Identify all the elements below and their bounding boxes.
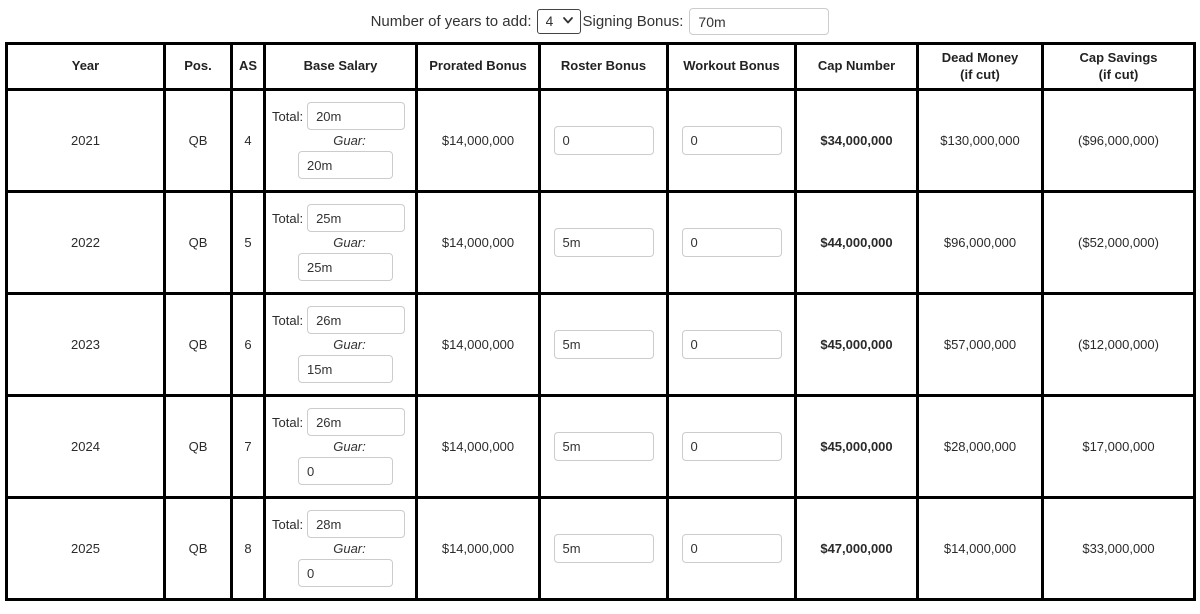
roster-bonus-cell: [540, 192, 668, 294]
workout-bonus-cell: [668, 498, 796, 600]
table-row-2023: [7, 294, 1195, 396]
cap-number-cell: $45,000,000: [796, 294, 918, 396]
base-salary-cell: [265, 396, 417, 498]
prorated-bonus-cell: $14,000,000: [417, 396, 540, 498]
cap-savings-cell: $33,000,000: [1043, 498, 1195, 600]
header-workout-bonus: Workout Bonus: [668, 44, 796, 90]
signing-bonus-label: Signing Bonus:: [582, 13, 684, 30]
base-total-label: Total:: [272, 414, 304, 430]
header-cap-savings-line2: (if cut): [1098, 66, 1139, 82]
cap-savings-cell: ($96,000,000): [1043, 90, 1195, 192]
header-roster-bonus: Roster Bonus: [540, 44, 668, 90]
workout-bonus-input[interactable]: [682, 432, 782, 461]
dead-money-cell: $57,000,000: [918, 294, 1043, 396]
roster-bonus-input[interactable]: [554, 126, 654, 155]
dead-money-cell: $28,000,000: [918, 396, 1043, 498]
table-row-2024: [7, 396, 1195, 498]
pos-cell: QB: [165, 498, 232, 600]
year-cell: 2024: [7, 396, 165, 498]
base-total-label: Total:: [272, 108, 304, 124]
header-as: AS: [232, 44, 265, 90]
base-total-label: Total:: [272, 312, 304, 328]
header-cap-savings-line1: Cap Savings: [1079, 50, 1158, 66]
cap-savings-cell: $17,000,000: [1043, 396, 1195, 498]
base-salary-cell: [265, 294, 417, 396]
header-dead-money-line2: (if cut): [960, 66, 1000, 82]
base-guar-input[interactable]: [298, 559, 393, 587]
dead-money-cell: $14,000,000: [918, 498, 1043, 600]
year-cell: 2022: [7, 192, 165, 294]
pos-cell: QB: [165, 90, 232, 192]
workout-bonus-cell: [668, 294, 796, 396]
years-to-add-select-wrap: [537, 9, 581, 34]
base-guar-input[interactable]: [298, 151, 393, 179]
contract-cap-table: [5, 42, 1196, 601]
header-dead-money-line1: Dead Money: [941, 50, 1019, 66]
as-cell: 4: [232, 90, 265, 192]
base-guar-label: Guar:: [333, 541, 366, 556]
pos-cell: QB: [165, 294, 232, 396]
workout-bonus-input[interactable]: [682, 534, 782, 563]
base-guar-label: Guar:: [333, 439, 366, 454]
prorated-bonus-cell: $14,000,000: [417, 90, 540, 192]
contract-controls-bar: [0, 8, 1200, 35]
base-guar-input[interactable]: [298, 355, 393, 383]
base-guar-label: Guar:: [333, 133, 366, 148]
cap-savings-cell: ($52,000,000): [1043, 192, 1195, 294]
workout-bonus-input[interactable]: [682, 126, 782, 155]
base-guar-label: Guar:: [333, 235, 366, 250]
cap-number-cell: $34,000,000: [796, 90, 918, 192]
table-row-2022: [7, 192, 1195, 294]
roster-bonus-input[interactable]: [554, 228, 654, 257]
as-cell: 7: [232, 396, 265, 498]
dead-money-cell: $96,000,000: [918, 192, 1043, 294]
as-cell: 6: [232, 294, 265, 396]
roster-bonus-cell: [540, 396, 668, 498]
workout-bonus-cell: [668, 396, 796, 498]
as-cell: 8: [232, 498, 265, 600]
base-salary-cell: [265, 90, 417, 192]
workout-bonus-input[interactable]: [682, 330, 782, 359]
prorated-bonus-cell: $14,000,000: [417, 192, 540, 294]
pos-cell: QB: [165, 396, 232, 498]
header-year: Year: [7, 44, 165, 90]
header-row: [7, 44, 1195, 90]
base-total-label: Total:: [272, 210, 304, 226]
signing-bonus-input[interactable]: [689, 8, 829, 35]
base-guar-input[interactable]: [298, 253, 393, 281]
pos-cell: QB: [165, 192, 232, 294]
roster-bonus-input[interactable]: [554, 534, 654, 563]
roster-bonus-input[interactable]: [554, 432, 654, 461]
base-total-input[interactable]: [307, 306, 405, 334]
year-cell: 2023: [7, 294, 165, 396]
base-salary-cell: [265, 498, 417, 600]
base-total-input[interactable]: [307, 204, 405, 232]
table-row-2025: [7, 498, 1195, 600]
as-cell: 5: [232, 192, 265, 294]
roster-bonus-input[interactable]: [554, 330, 654, 359]
header-cap-number: Cap Number: [796, 44, 918, 90]
cap-number-cell: $44,000,000: [796, 192, 918, 294]
roster-bonus-cell: [540, 90, 668, 192]
base-total-input[interactable]: [307, 102, 405, 130]
workout-bonus-input[interactable]: [682, 228, 782, 257]
years-to-add-label: Number of years to add:: [370, 13, 532, 30]
header-base-salary: Base Salary: [265, 44, 417, 90]
base-salary-cell: [265, 192, 417, 294]
dead-money-cell: $130,000,000: [918, 90, 1043, 192]
year-cell: 2021: [7, 90, 165, 192]
header-dead-money: [918, 44, 1043, 90]
prorated-bonus-cell: $14,000,000: [417, 498, 540, 600]
base-total-input[interactable]: [307, 510, 405, 538]
cap-number-cell: $45,000,000: [796, 396, 918, 498]
table-row-2021: [7, 90, 1195, 192]
header-cap-savings: [1043, 44, 1195, 90]
prorated-bonus-cell: $14,000,000: [417, 294, 540, 396]
header-pos: Pos.: [165, 44, 232, 90]
roster-bonus-cell: [540, 498, 668, 600]
workout-bonus-cell: [668, 192, 796, 294]
base-guar-label: Guar:: [333, 337, 366, 352]
base-guar-input[interactable]: [298, 457, 393, 485]
cap-number-cell: $47,000,000: [796, 498, 918, 600]
roster-bonus-cell: [540, 294, 668, 396]
year-cell: 2025: [7, 498, 165, 600]
workout-bonus-cell: [668, 90, 796, 192]
base-total-input[interactable]: [307, 408, 405, 436]
cap-savings-cell: ($12,000,000): [1043, 294, 1195, 396]
header-prorated-bonus: Prorated Bonus: [417, 44, 540, 90]
years-to-add-select[interactable]: [537, 9, 581, 34]
base-total-label: Total:: [272, 516, 304, 532]
